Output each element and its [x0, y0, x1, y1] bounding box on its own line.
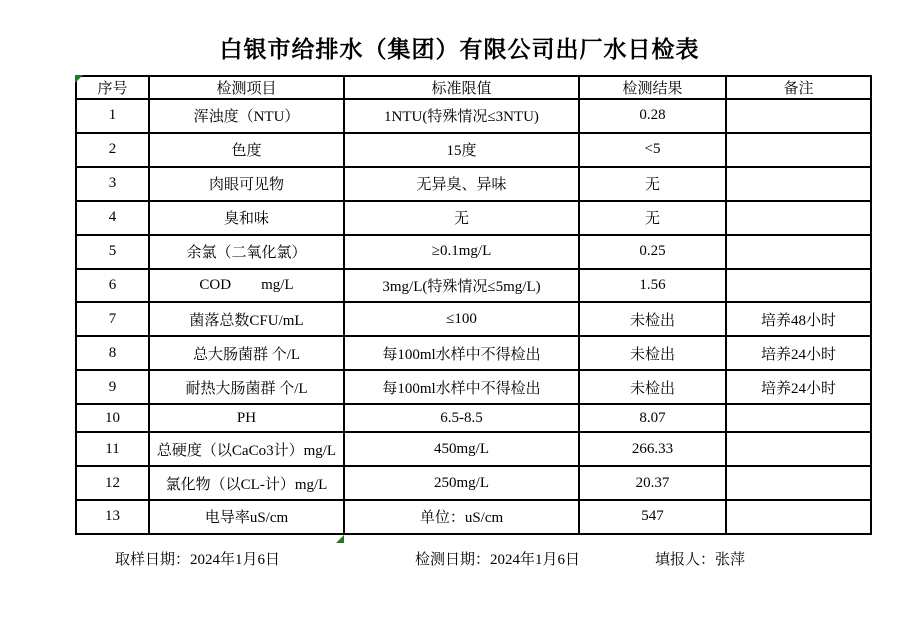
header-remark: 备注	[726, 76, 871, 99]
cell-standard: ≤100	[344, 302, 579, 336]
table-row	[76, 235, 871, 269]
cell-no: 10	[76, 404, 149, 432]
cell-result: 无	[579, 201, 726, 235]
sample-date-label: 取样日期：2024年1月6日	[115, 552, 281, 568]
cell-item: PH	[149, 404, 344, 432]
page-title: 白银市给排水（集团）有限公司出厂水日检表	[219, 37, 700, 62]
cell-remark	[726, 404, 871, 432]
cell-item: 电导率uS/cm	[149, 500, 344, 534]
cell-remark	[726, 269, 871, 303]
cell-no: 12	[76, 466, 149, 500]
cell-standard: 6.5-8.5	[344, 404, 579, 432]
table-body	[76, 99, 871, 534]
cell-remark	[726, 133, 871, 167]
table-row	[76, 133, 871, 167]
header-no: 序号	[76, 76, 149, 99]
table-row	[76, 500, 871, 534]
cell-remark	[726, 500, 871, 534]
cell-standard: 250mg/L	[344, 466, 579, 500]
cell-no: 3	[76, 167, 149, 201]
cell-no: 11	[76, 432, 149, 466]
cell-item: 耐热大肠菌群 个/L	[149, 370, 344, 404]
table-row	[76, 269, 871, 303]
cell-result: 未检出	[579, 336, 726, 370]
cell-standard: 3mg/L(特殊情况≤5mg/L)	[344, 269, 579, 303]
test-date-label: 检测日期：2024年1月6日	[415, 552, 581, 568]
cell-remark	[726, 432, 871, 466]
cell-no: 1	[76, 99, 149, 133]
cell-no: 4	[76, 201, 149, 235]
table-row	[76, 404, 871, 432]
cell-remark	[726, 235, 871, 269]
cell-result: 0.28	[579, 99, 726, 133]
cell-item: 余氯（二氧化氯）	[149, 235, 344, 269]
cell-result: 20.37	[579, 466, 726, 500]
cell-result: 266.33	[579, 432, 726, 466]
cell-item: 总大肠菌群 个/L	[149, 336, 344, 370]
cell-remark	[726, 201, 871, 235]
cell-no: 6	[76, 269, 149, 303]
cell-no: 2	[76, 133, 149, 167]
cell-item: COD mg/L	[149, 269, 344, 303]
cell-standard: 每100ml水样中不得检出	[344, 370, 579, 404]
table-row	[76, 432, 871, 466]
header-item: 检测项目	[149, 76, 344, 99]
table-row	[76, 370, 871, 404]
cell-no: 13	[76, 500, 149, 534]
reporter-label: 填报人：张萍	[655, 552, 746, 568]
cell-result: 8.07	[579, 404, 726, 432]
table-row	[76, 99, 871, 133]
cell-item: 总硬度（以CaCo3计）mg/L	[149, 432, 344, 466]
cell-item: 臭和味	[149, 201, 344, 235]
cell-result: 1.56	[579, 269, 726, 303]
cell-standard: 450mg/L	[344, 432, 579, 466]
cell-result: <5	[579, 133, 726, 167]
cell-no: 9	[76, 370, 149, 404]
cell-standard: 15度	[344, 133, 579, 167]
cell-item: 浑浊度（NTU）	[149, 99, 344, 133]
cell-remark: 培养48小时	[726, 302, 871, 336]
table-row	[76, 302, 871, 336]
table-row	[76, 167, 871, 201]
header-result: 检测结果	[579, 76, 726, 99]
table-row	[76, 466, 871, 500]
inspection-table	[75, 75, 872, 535]
cell-result: 未检出	[579, 370, 726, 404]
table-header-row	[76, 76, 871, 99]
cell-item: 氯化物（以CL-计）mg/L	[149, 466, 344, 500]
green-corner-triangle-icon	[75, 75, 83, 83]
table-row	[76, 201, 871, 235]
cell-standard: ≥0.1mg/L	[344, 235, 579, 269]
cell-item: 菌落总数CFU/mL	[149, 302, 344, 336]
cell-no: 8	[76, 336, 149, 370]
cell-standard: 1NTU(特殊情况≤3NTU)	[344, 99, 579, 133]
header-standard: 标准限值	[344, 76, 579, 99]
cell-no: 7	[76, 302, 149, 336]
cell-standard: 无	[344, 201, 579, 235]
cell-remark	[726, 167, 871, 201]
table-row	[76, 336, 871, 370]
cell-result: 547	[579, 500, 726, 534]
cell-result: 未检出	[579, 302, 726, 336]
cell-no: 5	[76, 235, 149, 269]
cell-remark	[726, 466, 871, 500]
cell-remark: 培养24小时	[726, 370, 871, 404]
cell-standard: 无异臭、异味	[344, 167, 579, 201]
cell-result: 0.25	[579, 235, 726, 269]
cell-remark	[726, 99, 871, 133]
green-triangle-icon	[336, 535, 344, 543]
cell-standard: 每100ml水样中不得检出	[344, 336, 579, 370]
cell-item: 肉眼可见物	[149, 167, 344, 201]
cell-standard: 单位：uS/cm	[344, 500, 579, 534]
cell-result: 无	[579, 167, 726, 201]
cell-remark: 培养24小时	[726, 336, 871, 370]
cell-item: 色度	[149, 133, 344, 167]
